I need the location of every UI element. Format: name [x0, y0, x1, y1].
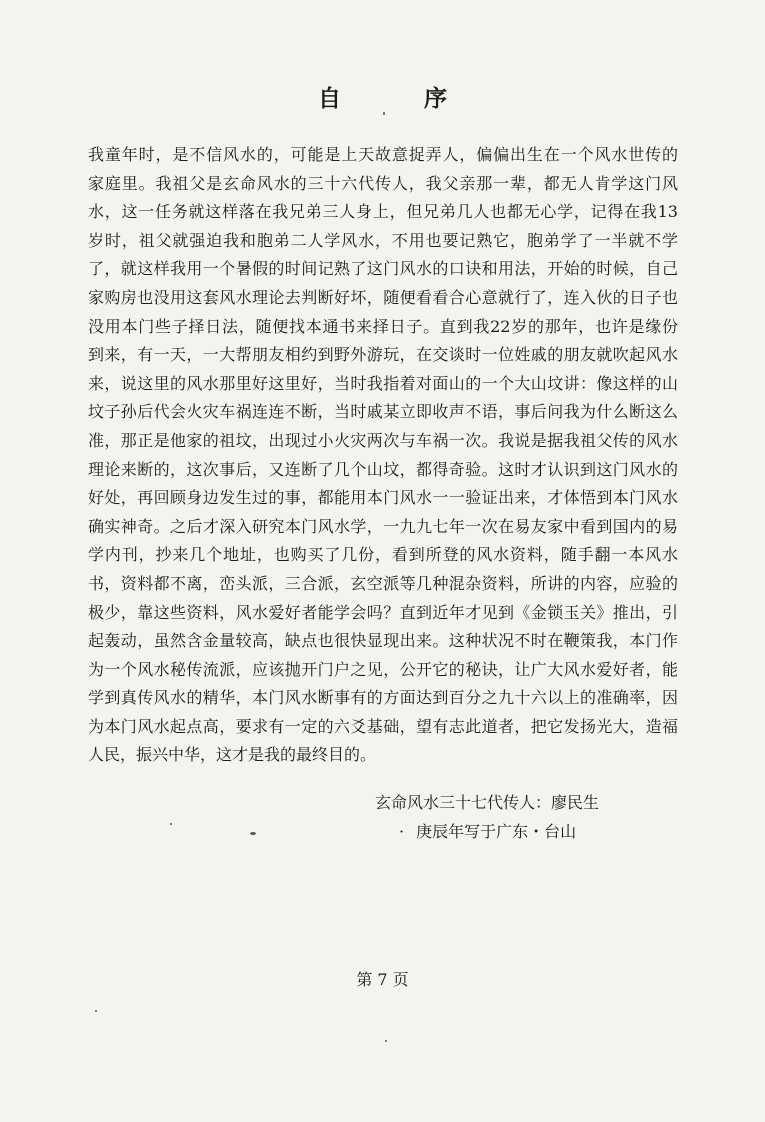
- text-line: 学到真传风水的精华，本门风水断事有的方面达到百分之九十六以上的准确率，因: [88, 688, 678, 708]
- text-line: 到来，有一天，一大帮朋友相约到野外游玩，在交谈时一位姓戚的朋友就吹起风水: [88, 345, 678, 365]
- text-line: 家庭里。我祖父是玄命风水的三十六代传人，我父亲那一辈，都无人肯学这门风: [88, 173, 678, 193]
- text-line: 我童年时，是不信风水的，可能是上天故意捉弄人，偏偏出生在一个风水世传的: [88, 145, 678, 164]
- text-line: 水，这一任务就这样落在我兄弟三人身上，但兄弟几人也都无心学，记得在我13: [88, 202, 678, 222]
- date-place-line: [375, 817, 599, 846]
- text-line: 为一个风水秘传流派，应该抛开门户之见，公开它的秘诀，让广大风水爱好者，能: [88, 659, 678, 679]
- date-place-text: 庚辰年写于广东・台山: [416, 822, 577, 841]
- text-line: 岁时，祖父就强迫我和胞弟二人学风水，不用也要记熟它，胞弟学了一半就不学: [88, 230, 678, 250]
- preface-body: [88, 141, 678, 770]
- scan-speck: [250, 832, 256, 835]
- text-line: 理论来断的，这次事后，又连断了几个山坟，都得奇验。这时才认识到这门风水的: [88, 459, 678, 479]
- scan-speck: [170, 823, 172, 825]
- text-line: 家购房也没用这套风水理论去判断好坏，随便看看合心意就行了，连入伙的日子也: [88, 287, 678, 307]
- scan-speck: [385, 1040, 387, 1042]
- text-line: 来，说这里的风水那里好这里好，当时我指着对面山的一个大山坟讲：像这样的山: [88, 373, 678, 393]
- text-line: 准，那正是他家的祖坟，出现过小火灾两次与车祸一次。我说是据我祖父传的风水: [88, 430, 678, 450]
- text-line: 极少，靠这些资料，风水爱好者能学会吗？直到近年才见到《金锁玉关》推出，引: [88, 602, 678, 622]
- author-line: 玄命风水三十七代传人：廖民生: [375, 793, 600, 812]
- scan-speck: [95, 1010, 97, 1012]
- text-line: 坟子孙后代会火灾车祸连连不断，当时戚某立即收声不语，事后问我为什么断这么: [88, 402, 678, 422]
- dot-mark: ·: [399, 822, 405, 841]
- text-line: 为本门风水起点高，要求有一定的六爻基础，望有志此道者，把它发扬光大，造福: [88, 716, 678, 736]
- page-number: 第 7 页: [356, 970, 409, 989]
- text-line: 确实神奇。之后才深入研究本门风水学，一九九七年一次在易友家中看到国内的易: [88, 516, 678, 536]
- preface-title: 自 序: [318, 85, 477, 112]
- text-line: 没用本门些子择日法，随便找本通书来择日子。直到我22岁的那年，也许是缘份: [88, 316, 678, 336]
- scan-speck: [383, 112, 385, 115]
- text-line: 书，资料都不离，峦头派，三合派，玄空派等几种混杂资料，所讲的内容，应验的: [88, 573, 678, 593]
- text-line: 了，就这样我用一个暑假的时间记熟了这门风水的口诀和用法，开始的时候，自己: [88, 259, 678, 279]
- text-line: 人民，振兴中华，这才是我的最终目的。: [88, 745, 377, 765]
- text-line: 好处，再回顾身边发生过的事，都能用本门风水一一验证出来，才体悟到本门风水: [88, 488, 678, 508]
- text-line: 起轰动，虽然含金量较高，缺点也很快显现出来。这种状况不时在鞭策我，本门作: [88, 631, 678, 651]
- author-signature: [375, 788, 599, 846]
- text-line: 学内刊，抄来几个地址，也购买了几份，看到所登的风水资料，随手翻一本风水: [88, 545, 678, 565]
